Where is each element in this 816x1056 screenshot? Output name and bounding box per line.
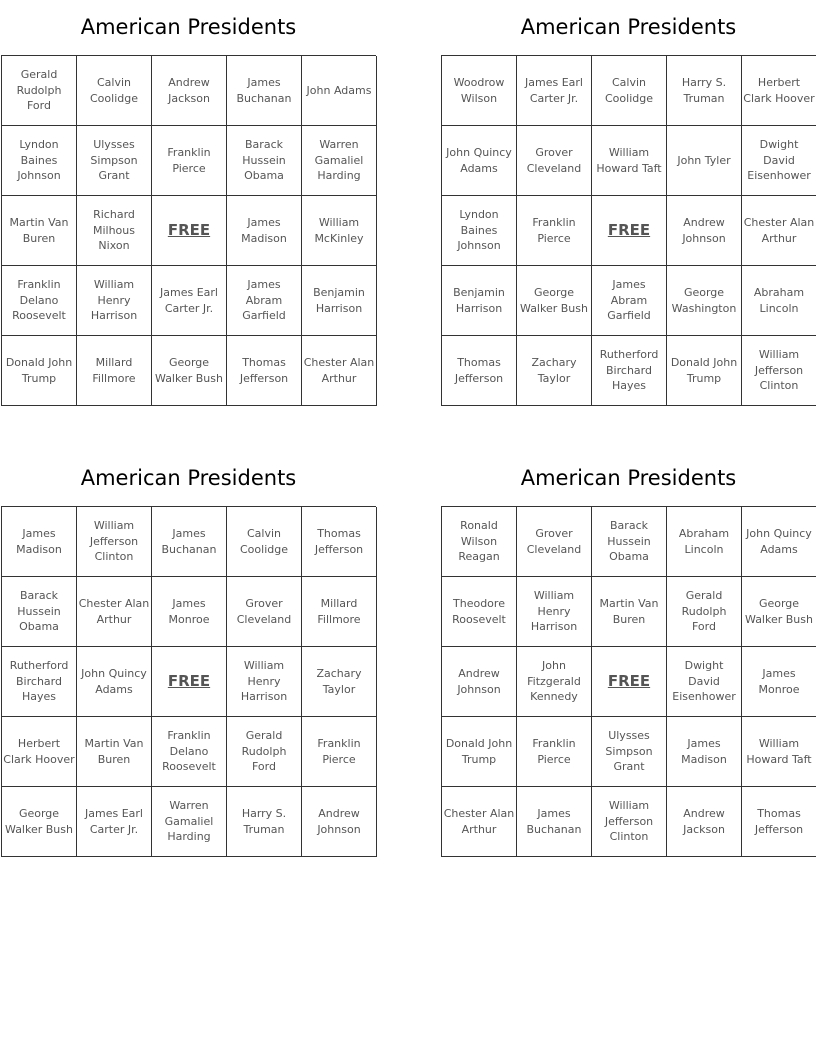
free-space: FREE — [592, 196, 667, 266]
bingo-cell: Abraham Lincoln — [667, 507, 742, 577]
bingo-cell: Harry S. Truman — [227, 787, 302, 857]
bingo-cell: Gerald Rudolph Ford — [227, 717, 302, 787]
bingo-card — [441, 451, 816, 857]
bingo-cell: Andrew Johnson — [302, 787, 377, 857]
bingo-cell: Thomas Jefferson — [227, 336, 302, 406]
bingo-cell: Harry S. Truman — [667, 56, 742, 126]
bingo-cell: James Earl Carter Jr. — [77, 787, 152, 857]
card-title: American Presidents — [80, 15, 297, 39]
bingo-cell: Franklin Pierce — [152, 126, 227, 196]
bingo-cell: Richard Milhous Nixon — [77, 196, 152, 266]
bingo-cell: John Quincy Adams — [742, 507, 816, 577]
bingo-cell: Ronald Wilson Reagan — [442, 507, 517, 577]
bingo-cell: Barack Hussein Obama — [227, 126, 302, 196]
bingo-cell: John Fitzgerald Kennedy — [517, 647, 592, 717]
bingo-cell: James Buchanan — [517, 787, 592, 857]
bingo-card — [1, 451, 376, 857]
bingo-cell: William Henry Harrison — [227, 647, 302, 717]
bingo-cell: Calvin Coolidge — [227, 507, 302, 577]
bingo-cell: William McKinley — [302, 196, 377, 266]
bingo-cell: Andrew Johnson — [667, 196, 742, 266]
bingo-grid — [441, 506, 816, 857]
bingo-cell: James Madison — [227, 196, 302, 266]
bingo-cell: William Jefferson Clinton — [742, 336, 816, 406]
bingo-cell: Lyndon Baines Johnson — [442, 196, 517, 266]
bingo-cell: John Adams — [302, 56, 377, 126]
bingo-cell: Franklin Pierce — [517, 196, 592, 266]
bingo-cell: Abraham Lincoln — [742, 266, 816, 336]
bingo-cell: William Jefferson Clinton — [592, 787, 667, 857]
bingo-cell: Grover Cleveland — [227, 577, 302, 647]
bingo-cell: Ulysses Simpson Grant — [77, 126, 152, 196]
bingo-cell: Martin Van Buren — [2, 196, 77, 266]
bingo-cell: William Henry Harrison — [517, 577, 592, 647]
bingo-cell: Dwight David Eisenhower — [667, 647, 742, 717]
bingo-cell: Ulysses Simpson Grant — [592, 717, 667, 787]
bingo-cell: James Madison — [2, 507, 77, 577]
bingo-cell: Martin Van Buren — [77, 717, 152, 787]
bingo-grid — [1, 506, 376, 857]
bingo-cell: Chester Alan Arthur — [302, 336, 377, 406]
bingo-cell: George Walker Bush — [152, 336, 227, 406]
bingo-cell: William Jefferson Clinton — [77, 507, 152, 577]
bingo-card — [441, 0, 816, 406]
bingo-cell: George Walker Bush — [517, 266, 592, 336]
bingo-cell: James Earl Carter Jr. — [517, 56, 592, 126]
bingo-cell: George Walker Bush — [2, 787, 77, 857]
bingo-cell: Gerald Rudolph Ford — [2, 56, 77, 126]
bingo-cell: Warren Gamaliel Harding — [302, 126, 377, 196]
bingo-cell: James Buchanan — [227, 56, 302, 126]
bingo-cell: John Quincy Adams — [77, 647, 152, 717]
bingo-cell: Gerald Rudolph Ford — [667, 577, 742, 647]
free-space: FREE — [152, 647, 227, 717]
bingo-cell: James Abram Garfield — [592, 266, 667, 336]
bingo-cell: Donald John Trump — [442, 717, 517, 787]
bingo-cell: Thomas Jefferson — [742, 787, 816, 857]
bingo-cell: Barack Hussein Obama — [592, 507, 667, 577]
bingo-grid — [441, 55, 816, 406]
card-title: American Presidents — [520, 15, 737, 39]
bingo-cell: George Walker Bush — [742, 577, 816, 647]
bingo-cell: Andrew Johnson — [442, 647, 517, 717]
bingo-cell: Franklin Pierce — [517, 717, 592, 787]
bingo-cell: Chester Alan Arthur — [77, 577, 152, 647]
bingo-cell: Andrew Jackson — [667, 787, 742, 857]
bingo-cell: James Madison — [667, 717, 742, 787]
bingo-cell: Barack Hussein Obama — [2, 577, 77, 647]
bingo-cell: Chester Alan Arthur — [742, 196, 816, 266]
bingo-cell: Calvin Coolidge — [592, 56, 667, 126]
bingo-grid — [1, 55, 376, 406]
bingo-cell: Theodore Roosevelt — [442, 577, 517, 647]
bingo-cell: Andrew Jackson — [152, 56, 227, 126]
card-title: American Presidents — [80, 466, 297, 490]
bingo-cell: Grover Cleveland — [517, 507, 592, 577]
free-space: FREE — [152, 196, 227, 266]
bingo-cell: Millard Fillmore — [302, 577, 377, 647]
bingo-cell: Thomas Jefferson — [442, 336, 517, 406]
bingo-cell: Franklin Pierce — [302, 717, 377, 787]
bingo-cell: Benjamin Harrison — [442, 266, 517, 336]
card-title: American Presidents — [520, 466, 737, 490]
bingo-cell: Zachary Taylor — [517, 336, 592, 406]
bingo-cell: James Monroe — [152, 577, 227, 647]
free-space: FREE — [592, 647, 667, 717]
bingo-cell: Chester Alan Arthur — [442, 787, 517, 857]
bingo-cell: Herbert Clark Hoover — [2, 717, 77, 787]
bingo-cell: Martin Van Buren — [592, 577, 667, 647]
bingo-cell: Herbert Clark Hoover — [742, 56, 816, 126]
bingo-cell: Rutherford Birchard Hayes — [592, 336, 667, 406]
bingo-cell: James Abram Garfield — [227, 266, 302, 336]
bingo-cell: Franklin Delano Roosevelt — [2, 266, 77, 336]
bingo-cell: Woodrow Wilson — [442, 56, 517, 126]
bingo-cell: James Earl Carter Jr. — [152, 266, 227, 336]
bingo-cell: William Henry Harrison — [77, 266, 152, 336]
bingo-cell: James Buchanan — [152, 507, 227, 577]
bingo-cell: John Tyler — [667, 126, 742, 196]
bingo-cell: John Quincy Adams — [442, 126, 517, 196]
bingo-cell: Donald John Trump — [667, 336, 742, 406]
bingo-cell: Millard Fillmore — [77, 336, 152, 406]
bingo-cell: Donald John Trump — [2, 336, 77, 406]
bingo-cell: Franklin Delano Roosevelt — [152, 717, 227, 787]
bingo-cell: Lyndon Baines Johnson — [2, 126, 77, 196]
bingo-cell: Benjamin Harrison — [302, 266, 377, 336]
bingo-cell: Rutherford Birchard Hayes — [2, 647, 77, 717]
bingo-cell: Dwight David Eisenhower — [742, 126, 816, 196]
bingo-card — [1, 0, 376, 406]
bingo-cell: George Washington — [667, 266, 742, 336]
bingo-cell: Zachary Taylor — [302, 647, 377, 717]
bingo-cell: Calvin Coolidge — [77, 56, 152, 126]
bingo-cell: William Howard Taft — [592, 126, 667, 196]
bingo-cell: William Howard Taft — [742, 717, 816, 787]
bingo-cell: Grover Cleveland — [517, 126, 592, 196]
bingo-cell: Warren Gamaliel Harding — [152, 787, 227, 857]
bingo-cell: Thomas Jefferson — [302, 507, 377, 577]
bingo-cell: James Monroe — [742, 647, 816, 717]
